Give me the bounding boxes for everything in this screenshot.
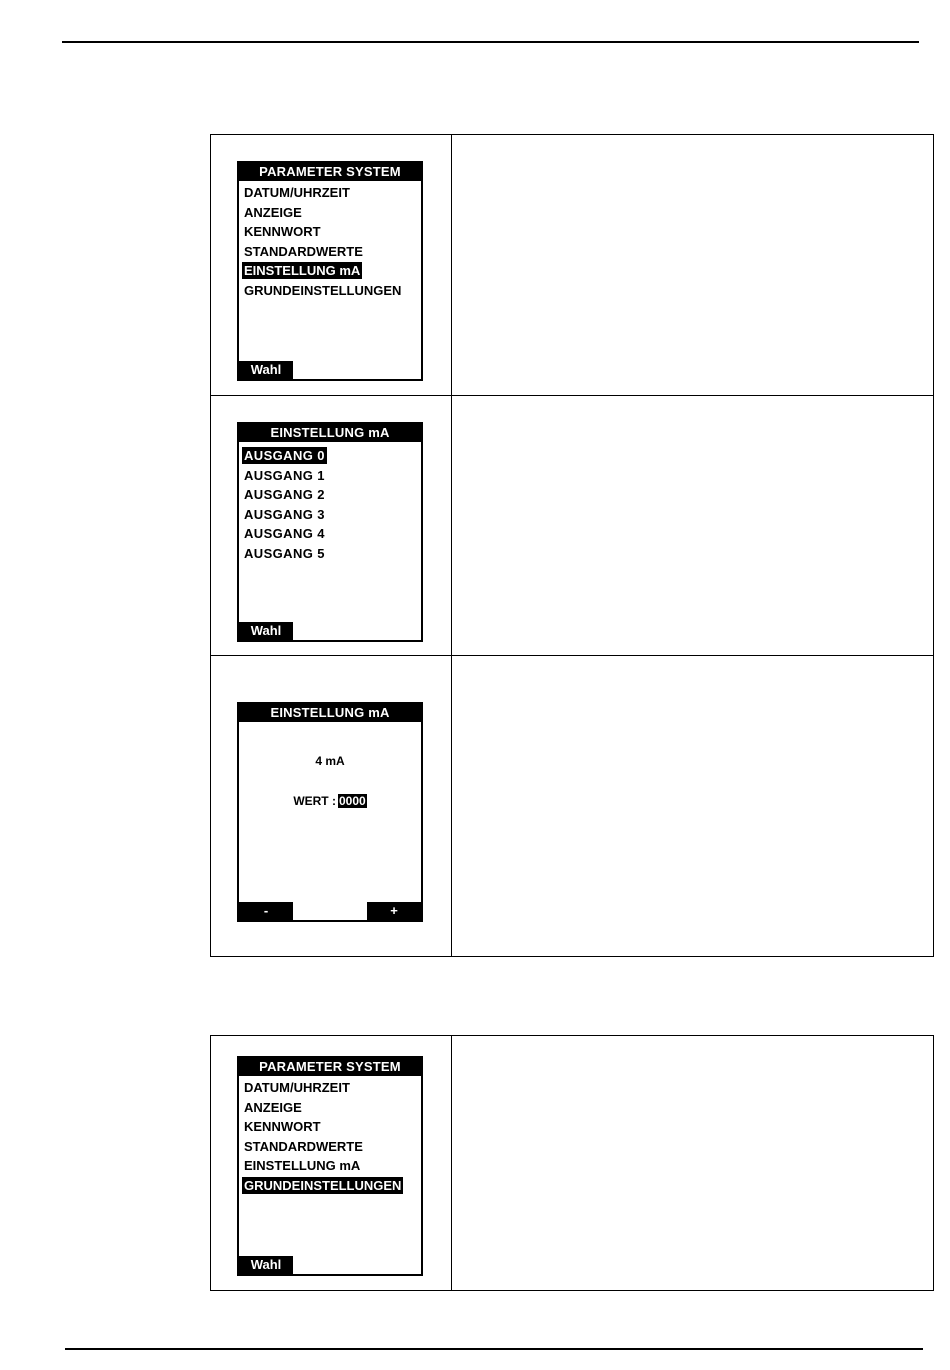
menu-item-label: GRUNDEINSTELLUNGEN	[244, 1177, 402, 1193]
screen-cell-param-system-2	[211, 1036, 452, 1291]
menu-item-standardwerte[interactable]	[243, 242, 417, 262]
softkey-bar	[239, 361, 421, 379]
lcd-einstellung-value	[237, 702, 423, 922]
menu-item-anzeige[interactable]	[243, 1098, 417, 1118]
footer-rule	[65, 1348, 923, 1350]
screens-table-1	[210, 134, 934, 957]
softkey-bar	[239, 902, 421, 920]
menu-item-label: EINSTELLUNG mA	[244, 1158, 361, 1173]
lcd-title: EINSTELLUNG mA	[239, 704, 421, 722]
menu-item-einstellung-ma[interactable]	[243, 261, 417, 281]
screen-cell-einstellung-ma	[211, 396, 452, 656]
lcd-param-system	[237, 1056, 423, 1276]
screens-table-2	[210, 1035, 934, 1291]
menu-item-label: DATUM/UHRZEIT	[244, 1080, 350, 1095]
menu-item-ausgang-2[interactable]	[243, 485, 417, 505]
menu-list	[239, 1076, 421, 1195]
menu-item-label: AUSGANG 2	[244, 487, 325, 502]
softkey-wahl[interactable]: Wahl	[239, 361, 293, 379]
softkey-bar	[239, 1256, 421, 1274]
lcd-title: EINSTELLUNG mA	[239, 424, 421, 442]
softkey-plus[interactable]: +	[367, 902, 421, 920]
menu-item-label: DATUM/UHRZEIT	[244, 185, 350, 200]
menu-list	[239, 181, 421, 300]
menu-item-label: EINSTELLUNG mA	[244, 263, 361, 278]
lcd-einstellung-ma	[237, 422, 423, 642]
menu-item-einstellung-ma[interactable]	[243, 1156, 417, 1176]
menu-item-grundeinstellungen[interactable]	[243, 281, 417, 301]
menu-item-ausgang-1[interactable]	[243, 466, 417, 486]
description-cell	[452, 135, 934, 396]
menu-item-label: ANZEIGE	[244, 204, 302, 220]
menu-item-datum-uhrzeit[interactable]	[243, 1078, 417, 1098]
menu-item-anzeige[interactable]	[243, 203, 417, 223]
menu-item-label: AUSGANG 3	[244, 506, 325, 522]
menu-item-ausgang-5[interactable]	[243, 544, 417, 564]
menu-item-ausgang-3[interactable]	[243, 505, 417, 525]
output-list	[239, 442, 421, 563]
menu-item-label: ANZEIGE	[244, 1099, 302, 1115]
menu-item-grundeinstellungen[interactable]	[243, 1176, 417, 1196]
softkey-wahl[interactable]: Wahl	[239, 1256, 293, 1274]
menu-item-label: KENNWORT	[244, 1119, 321, 1134]
value-field[interactable]: 0000	[338, 794, 366, 808]
description-cell	[452, 396, 934, 656]
lcd-param-system	[237, 161, 423, 381]
menu-item-ausgang-0[interactable]	[243, 446, 417, 466]
menu-item-label: AUSGANG 5	[244, 545, 325, 561]
lcd-title: PARAMETER SYSTEM	[239, 1058, 421, 1076]
menu-item-ausgang-4[interactable]	[243, 524, 417, 544]
lcd-title: PARAMETER SYSTEM	[239, 163, 421, 181]
menu-item-datum-uhrzeit[interactable]	[243, 183, 417, 203]
menu-item-label: AUSGANG 0	[244, 448, 325, 463]
menu-item-label: STANDARDWERTE	[244, 1138, 363, 1154]
menu-item-label: GRUNDEINSTELLUNGEN	[244, 282, 402, 298]
description-cell	[452, 656, 934, 957]
menu-item-label: AUSGANG 4	[244, 526, 325, 541]
menu-item-kennwort[interactable]	[243, 1117, 417, 1137]
screen-cell-einstellung-value	[211, 656, 452, 957]
softkey-wahl[interactable]: Wahl	[239, 622, 293, 640]
value-label: WERT :	[293, 794, 336, 808]
header-rule	[62, 41, 919, 43]
menu-item-standardwerte[interactable]	[243, 1137, 417, 1157]
menu-item-label: KENNWORT	[244, 224, 321, 239]
softkey-minus[interactable]: -	[239, 902, 293, 920]
softkey-bar	[239, 622, 421, 640]
value-row	[239, 794, 421, 808]
menu-item-label: AUSGANG 1	[244, 467, 325, 483]
menu-item-label: STANDARDWERTE	[244, 243, 363, 259]
current-label: 4 mA	[315, 754, 345, 768]
description-cell	[452, 1036, 934, 1291]
screen-cell-param-system	[211, 135, 452, 396]
menu-item-kennwort[interactable]	[243, 222, 417, 242]
